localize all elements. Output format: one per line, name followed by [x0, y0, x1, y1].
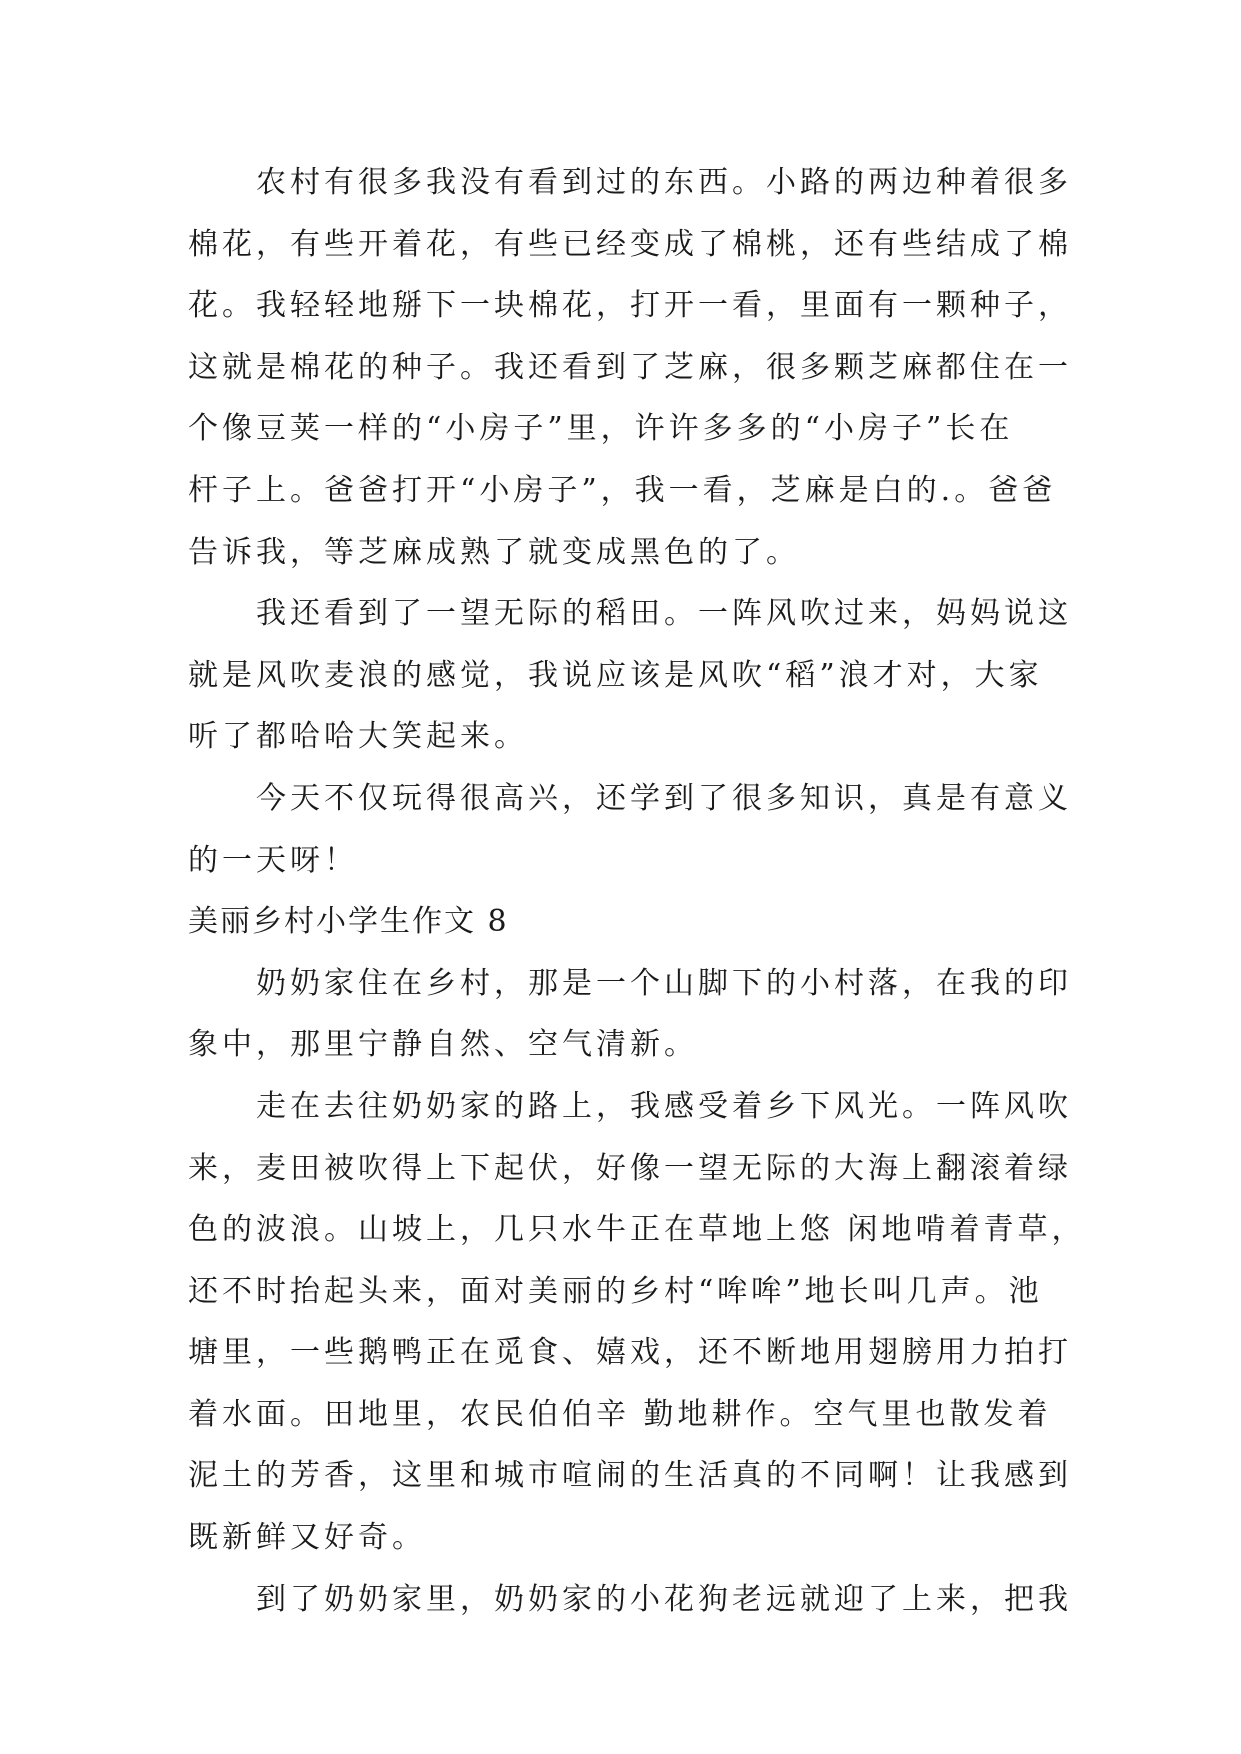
- text-line: 个像豆荚一样的“小房子”里，许许多多的“小房子”长在: [188, 411, 1014, 447]
- text-line: 的一天呀！: [188, 842, 358, 878]
- text-line: 就是风吹麦浪的感觉，我说应该是风吹“稻”浪才对，大家: [188, 657, 1043, 693]
- text-line: 棉花，有些开着花，有些已经变成了棉桃，还有些结成了棉: [188, 226, 1072, 262]
- text-line: 还不时抬起头来，面对美丽的乡村“哞哞”地长叫几声。池: [188, 1273, 1043, 1309]
- text-line: 杆子上。爸爸打开“小房子”，我一看，芝麻是白的.。爸爸: [188, 472, 1057, 508]
- text-line: 来，麦田被吹得上下起伏，好像一望无际的大海上翻滚着绿: [188, 1150, 1072, 1186]
- text-line: 告诉我，等芝麻成熟了就变成黑色的了。: [188, 534, 800, 570]
- text-line: 色的波浪。山坡上，几只水牛正在草地上悠 闲地啃着青草，: [188, 1212, 1086, 1248]
- text-line: 听了都哈哈大笑起来。: [188, 719, 528, 755]
- text-line: 走在去往奶奶家的路上，我感受着乡下风光。一阵风吹: [256, 1088, 1072, 1124]
- text-line: 这就是棉花的种子。我还看到了芝麻，很多颗芝麻都住在一: [188, 349, 1072, 385]
- text-line: 今天不仅玩得很高兴，还学到了很多知识，真是有意义: [256, 780, 1072, 816]
- text-line: 到了奶奶家里，奶奶家的小花狗老远就迎了上来，把我: [256, 1581, 1072, 1617]
- text-line: 农村有很多我没有看到过的东西。小路的两边种着很多: [256, 165, 1072, 200]
- text-line: 既新鲜又好奇。: [188, 1520, 426, 1556]
- section-heading: 美丽乡村小学生作文 8: [188, 904, 509, 940]
- text-line: 奶奶家住在乡村，那是一个山脚下的小村落，在我的印: [256, 965, 1072, 1001]
- text-line: 塘里，一些鹅鸭正在觅食、嬉戏，还不断地用翅膀用力拍打: [188, 1335, 1072, 1371]
- text-line: 泥土的芳香，这里和城市喧闹的生活真的不同啊！让我感到: [188, 1458, 1072, 1494]
- text-line: 我还看到了一望无际的稻田。一阵风吹过来，妈妈说这: [256, 596, 1072, 632]
- text-line: 花。我轻轻地掰下一块棉花，打开一看，里面有一颗种子，: [188, 288, 1072, 324]
- text-line: 象中，那里宁静自然、空气清新。: [188, 1027, 698, 1063]
- text-line: 着水面。田地里，农民伯伯辛 勤地耕作。空气里也散发着: [188, 1396, 1052, 1432]
- document-body: [188, 152, 1086, 1630]
